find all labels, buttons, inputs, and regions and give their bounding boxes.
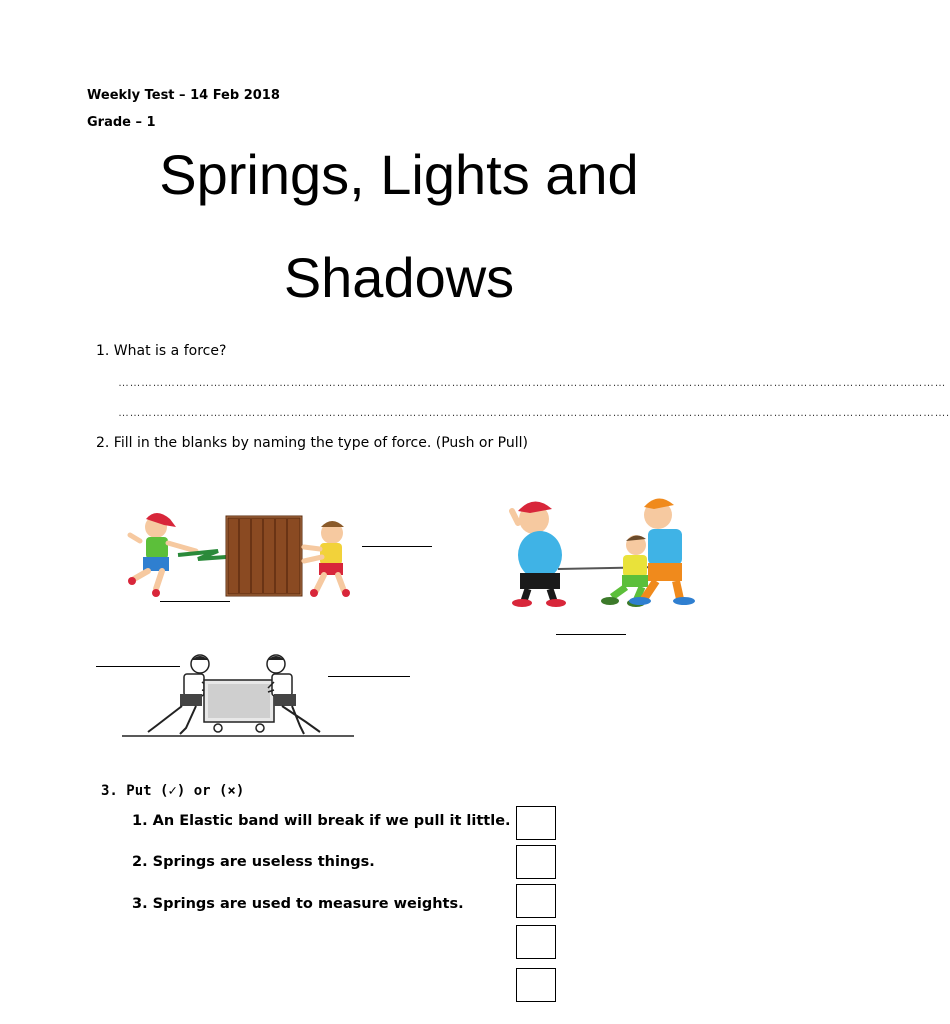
question-2: 2. Fill in the blanks by naming the type of force. (Push or Pull) <box>96 435 528 451</box>
answer-box-1[interactable] <box>516 806 556 840</box>
children-crate-illustration <box>118 505 388 610</box>
test-date-line: Weekly Test – 14 Feb 2018 <box>87 88 280 103</box>
men-cart-illustration <box>122 652 354 738</box>
grade-line: Grade – 1 <box>87 115 156 130</box>
tug-of-war-illustration <box>508 493 693 608</box>
statement-3: 3. Springs are used to measure weights. <box>132 896 464 912</box>
answer-dots-line-1[interactable]: ……………………………………………………………………………………………………………………………………………………………………………………………… <box>118 377 946 389</box>
answer-blank-crate-left[interactable] <box>160 601 230 602</box>
answer-box-2[interactable] <box>516 845 556 879</box>
worksheet-title-line1: Springs, Lights and <box>159 143 639 206</box>
answer-box-4[interactable] <box>516 925 556 959</box>
answer-box-5[interactable] <box>516 968 556 1002</box>
answer-blank-crate-right[interactable] <box>362 546 432 547</box>
statement-2: 2. Springs are useless things. <box>132 854 375 870</box>
question-1: 1. What is a force? <box>96 343 227 359</box>
answer-blank-cart-left[interactable] <box>96 666 180 667</box>
answer-blank-tug-of-war[interactable] <box>556 634 626 635</box>
question-3-heading: 3. Put (✓) or (×) <box>101 783 245 799</box>
answer-box-3[interactable] <box>516 884 556 918</box>
answer-blank-cart-right[interactable] <box>328 676 410 677</box>
worksheet-title-line2: Shadows <box>283 246 515 309</box>
answer-dots-line-2[interactable]: ………………………………………………………………………………………………………………………………………………………………………………………………. <box>118 407 950 419</box>
statement-1: 1. An Elastic band will break if we pull it little. <box>132 813 511 829</box>
